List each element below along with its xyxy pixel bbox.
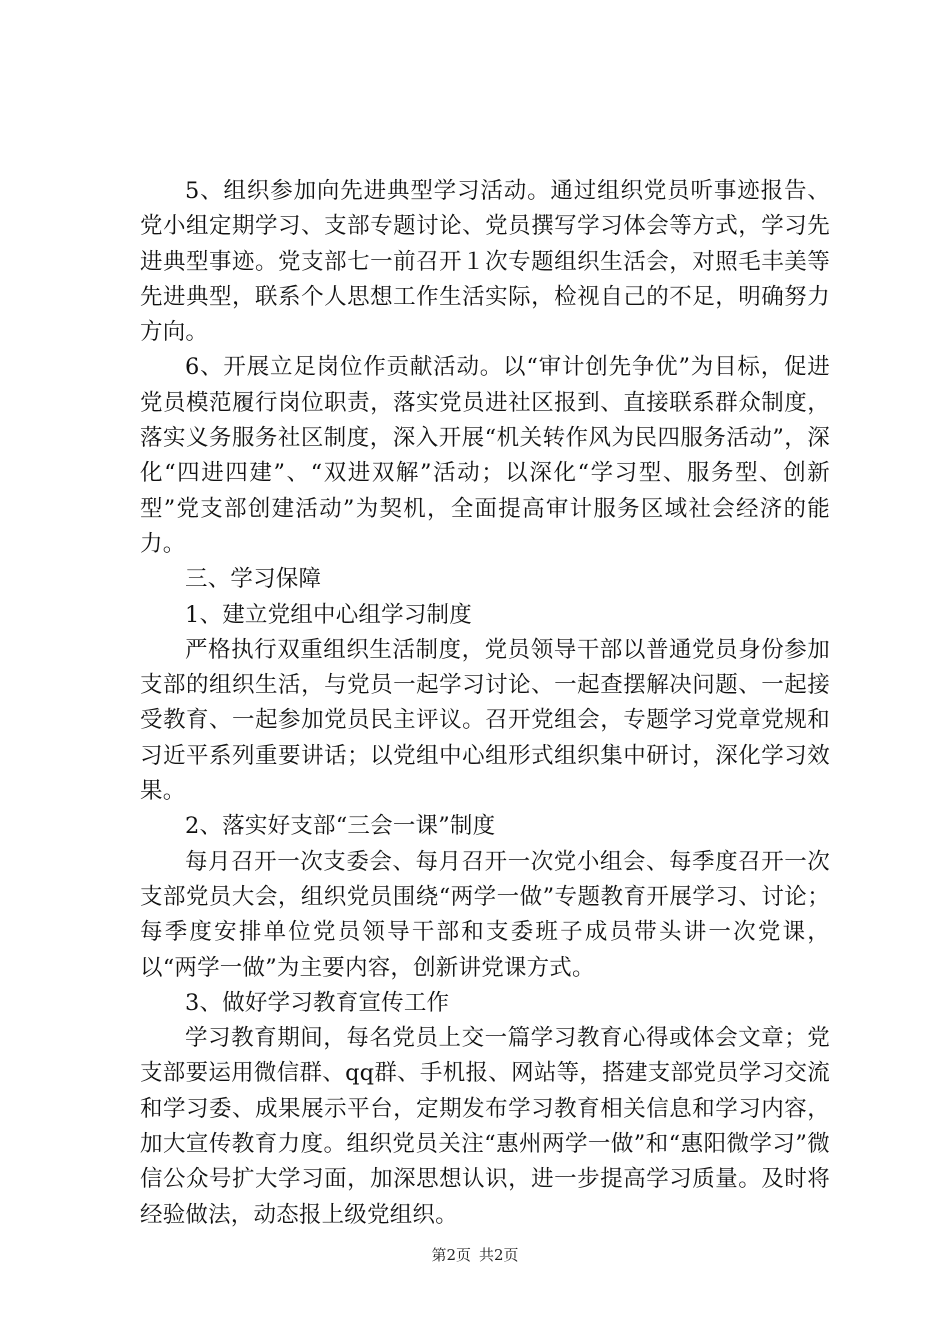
document-body: [140, 174, 830, 1233]
page-number: 第2页: [431, 1246, 471, 1264]
paragraph-subsection-3: 学习教育期间，每名党员上交一篇学习教育心得或体会文章；党支部要运用微信群、qq群、手机报、网站等，搭建支部党员学习交流和学习委、成果展示平台，定期发布学习教育相关信息和学习内容，加大宣传教育力度。组织党员关注“惠州两学一做”和“惠阳微学习”微信公众号扩大学习面，加深思想认识，进一步提高学习质量。及时将经验做法，动态报上级党组织。: [140, 1025, 830, 1228]
subheading-3: 3、做好学习教育宣传工作: [185, 989, 450, 1016]
paragraph-subsection-1: 严格执行双重组织生活制度，党员领导干部以普通党员身份参加支部的组织生活，与党员一起学习讨论、一起查摆解决问题、一起接受教育、一起参加党员民主评议。召开党组会，专题学习党章党规和习近平系列重要讲话；以党组中心组形式组织集中研讨，深化学习效果。: [140, 636, 830, 805]
page-footer: [0, 1245, 950, 1265]
paragraph-item-5: 5、组织参加向先进典型学习活动。通过组织党员听事迹报告、党小组定期学习、支部专题讨论、党员撰写学习体会等方式，学习先进典型事迹。党支部七一前召开１次专题组织生活会，对照毛丰美等先进典型，联系个人思想工作生活实际，检视自己的不足，明确努力方向。: [140, 178, 830, 346]
subheading-2: 2、落实好支部“三会一课”制度: [185, 813, 496, 840]
page-total: 共2页: [479, 1246, 519, 1264]
paragraph-subsection-2: 每月召开一次支委会、每月召开一次党小组会、每季度召开一次支部党员大会，组织党员围绕“两学一做”专题教育开展学习、讨论；每季度安排单位党员领导干部和支委班子成员带头讲一次党课，以“两学一做”为主要内容，创新讲党课方式。: [140, 848, 830, 981]
subheading-1: 1、建立党组中心组学习制度: [185, 601, 472, 628]
section-heading-study-guarantee: 三、学习保障: [185, 566, 322, 593]
paragraph-item-6: 6、开展立足岗位作贡献活动。以“审计创先争优”为目标，促进党员模范履行岗位职责，落实党员进社区报到、直接联系群众制度，落实义务服务社区制度，深入开展“机关转作风为民四服务活动”，深化“四进四建”、“双进双解”活动；以深化“学习型、服务型、创新型”党支部创建活动”为契机，全面提高审计服务区域社会经济的能力。: [140, 354, 830, 557]
